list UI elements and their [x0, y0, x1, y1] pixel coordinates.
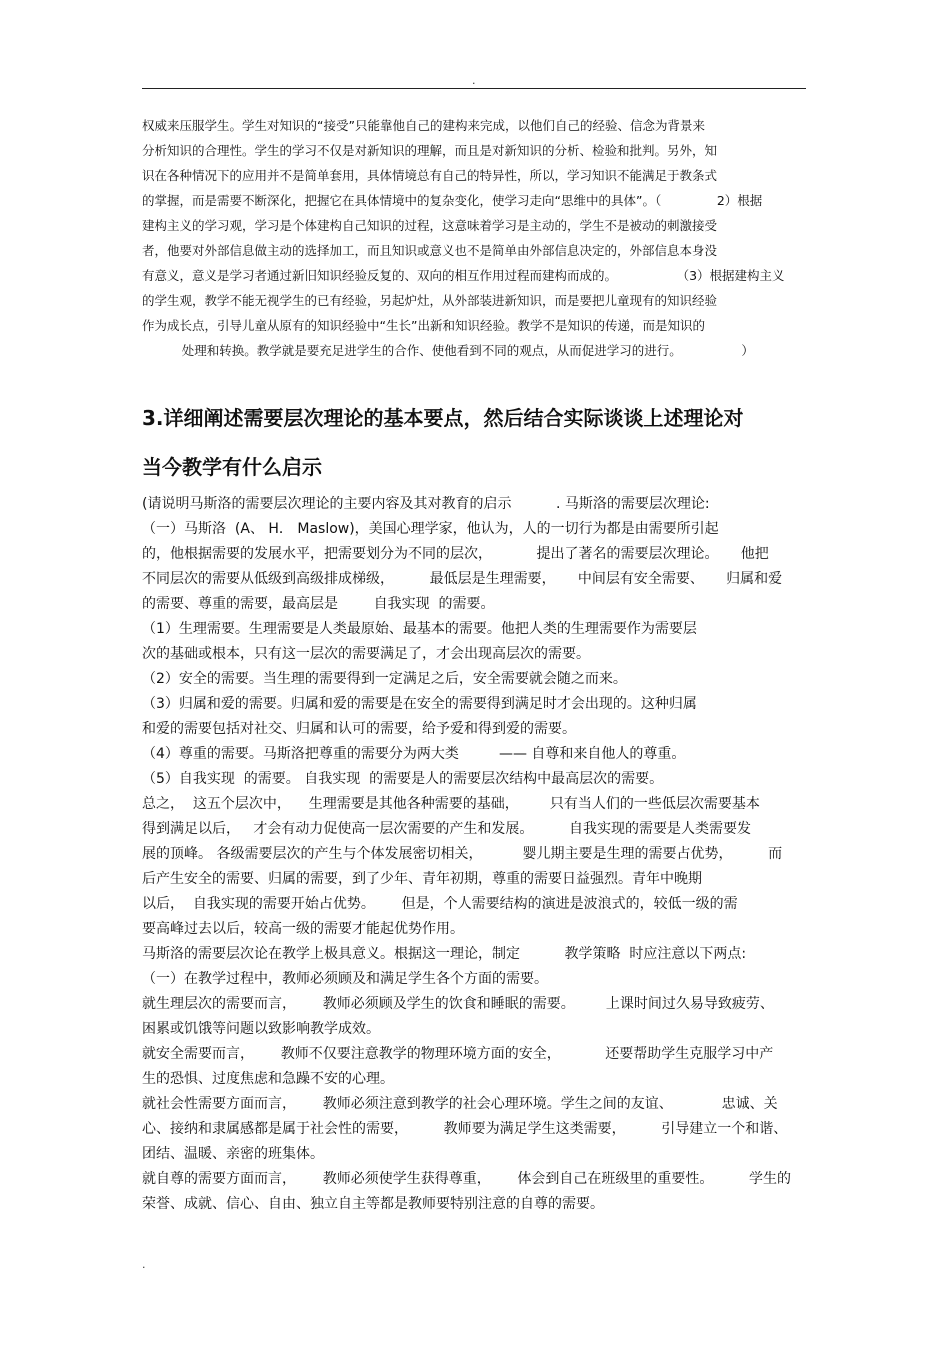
body-line: 以后， 自我实现的需要开始占优势。 但是，个人需要结构的演进是波浪式的，较低一级的需: [142, 896, 738, 912]
body-line: （2）安全的需要。当生理的需要得到一定满足之后，安全需要就会随之而来。: [142, 671, 627, 687]
body-line: 团结、温暖、亲密的班集体。: [142, 1146, 324, 1162]
body-line: 的需要、尊重的需要，最高层是 自我实现 的需要。: [142, 596, 495, 612]
intro-line: 权威来压服学生。学生对知识的“接受”只能靠他自己的建构来完成，以他们自己的经验、信念为背景来: [142, 118, 705, 133]
body-line: (请说明马斯洛的需要层次理论的主要内容及其对教育的启示 . 马斯洛的需要层次理论:: [142, 496, 710, 512]
body-line: 就安全需要而言， 教师不仅要注意教学的物理环境方面的安全， 还要帮助学生克服学习中产: [142, 1046, 774, 1062]
heading-line: 当今教学有什么启示: [142, 455, 322, 479]
body-line: 得到满足以后， 才会有动力促使高一层次需要的产生和发展。 自我实现的需要是人类需要发: [142, 821, 751, 837]
body-line: （5）自我实现 的需要。 自我实现 的需要是人的需要层次结构中最高层次的需要。: [142, 771, 664, 787]
body-line: 就社会性需要方面而言， 教师必须注意到教学的社会心理环境。学生之间的友谊、 忠诚、关: [142, 1096, 778, 1112]
body-line: 总之， 这五个层次中， 生理需要是其他各种需要的基础， 只有当人们的一些低层次需要基本: [142, 796, 760, 812]
body-line: （一）马斯洛 (A、 H． Maslow)，美国心理学家，他认为，人的一切行为都是由需要所引起: [142, 521, 719, 537]
body-line: 就自尊的需要方面而言， 教师必须使学生获得尊重， 体会到自己在班级里的重要性。 学生的: [142, 1171, 792, 1187]
intro-line: 识在各种情况下的应用并不是简单套用，具体情境总有自己的特异性，所以，学习知识不能满足于教条式: [142, 168, 718, 183]
intro-line: 作为成长点，引导儿童从原有的知识经验中“生长”出新和知识经验。教学不是知识的传递，而是知识的: [142, 318, 705, 333]
body-line: 次的基础或根本，只有这一层次的需要满足了，才会出现高层次的需要。: [142, 646, 590, 662]
header-mark: .: [472, 74, 476, 87]
body-line: 展的顶峰。 各级需要层次的产生与个体发展密切相关， 婴儿期主要是生理的需要占优势， 而: [142, 846, 783, 862]
body-line: （4）尊重的需要。马斯洛把尊重的需要分为两大类 —— 自尊和来自他人的尊重。: [142, 746, 686, 762]
intro-line: 者，他要对外部信息做主动的选择加工，而且知识或意义也不是简单由外部信息决定的，外部信息本身没: [142, 243, 718, 258]
intro-line: 的学生观，教学不能无视学生的已有经验，另起炉灶，从外部装进新知识，而是要把儿童现有的知识经验: [142, 293, 718, 308]
body-line: 的，他根据需要的发展水平，把需要划分为不同的层次， 提出了著名的需要层次理论。 他把: [142, 546, 769, 562]
body-line: 不同层次的需要从低级到高级排成梯级， 最低层是生理需要， 中间层有安全需要、 归属和爱: [142, 571, 783, 587]
intro-line: 有意义，意义是学习者通过新旧知识经验反复的、双向的相互作用过程而建构而成的。 （3）根据建构主义: [142, 268, 785, 283]
body-line: 生的恐惧、过度焦虑和急躁不安的心理。: [142, 1071, 394, 1087]
body-line: 荣誉、成就、信心、自由、独立自主等都是教师要特别注意的自尊的需要。: [142, 1196, 604, 1212]
body-line: （一）在教学过程中，教师必须顾及和满足学生各个方面的需要。: [142, 971, 548, 987]
body-line: 和爱的需要包括对社交、归属和认可的需要，给予爱和得到爱的需要。: [142, 721, 576, 737]
body-line: 困累或饥饿等问题以致影响教学成效。: [142, 1021, 380, 1037]
intro-line: 的掌握，而是需要不断深化，把握它在具体情境中的复杂变化，使学习走向“思维中的具体”。（ 2）根据: [142, 193, 763, 208]
body-line: 要高峰过去以后，较高一级的需要才能起优势作用。: [142, 921, 464, 937]
body-line: （1）生理需要。生理需要是人类最原始、最基本的需要。他把人类的生理需要作为需要层: [142, 621, 697, 637]
heading-line: 3.详细阐述需要层次理论的基本要点，然后结合实际谈谈上述理论对: [142, 406, 744, 430]
intro-line: 处理和转换。教学就是要充足进学生的合作、使他看到不同的观点，从而促进学习的进行。 ）: [142, 343, 754, 358]
body-line: 马斯洛的需要层次论在教学上极具意义。根据这一理论，制定 教学策略 时应注意以下两点:: [142, 946, 747, 962]
footer-mark: .: [142, 1258, 146, 1271]
body-line: 就生理层次的需要而言， 教师必须顾及学生的饮食和睡眠的需要。 上课时间过久易导致疲劳、: [142, 996, 774, 1012]
body-line: 心、接纳和隶属感都是属于社会性的需要， 教师要为满足学生这类需要， 引导建立一个和谐、: [142, 1121, 788, 1137]
body-line: （3）归属和爱的需要。归属和爱的需要是在安全的需要得到满足时才会出现的。这种归属: [142, 696, 697, 712]
intro-line: 建构主义的学习观，学习是个体建构自己知识的过程，这意味着学习是主动的，学生不是被动的刺激接受: [142, 218, 718, 233]
intro-line: 分析知识的合理性。学生的学习不仅是对新知识的理解，而且是对新知识的分析、检验和批判。另外，知: [142, 143, 718, 158]
header-rule: [142, 88, 806, 89]
body-line: 后产生安全的需要、归属的需要，到了少年、青年初期，尊重的需要日益强烈。青年中晚期: [142, 871, 702, 887]
